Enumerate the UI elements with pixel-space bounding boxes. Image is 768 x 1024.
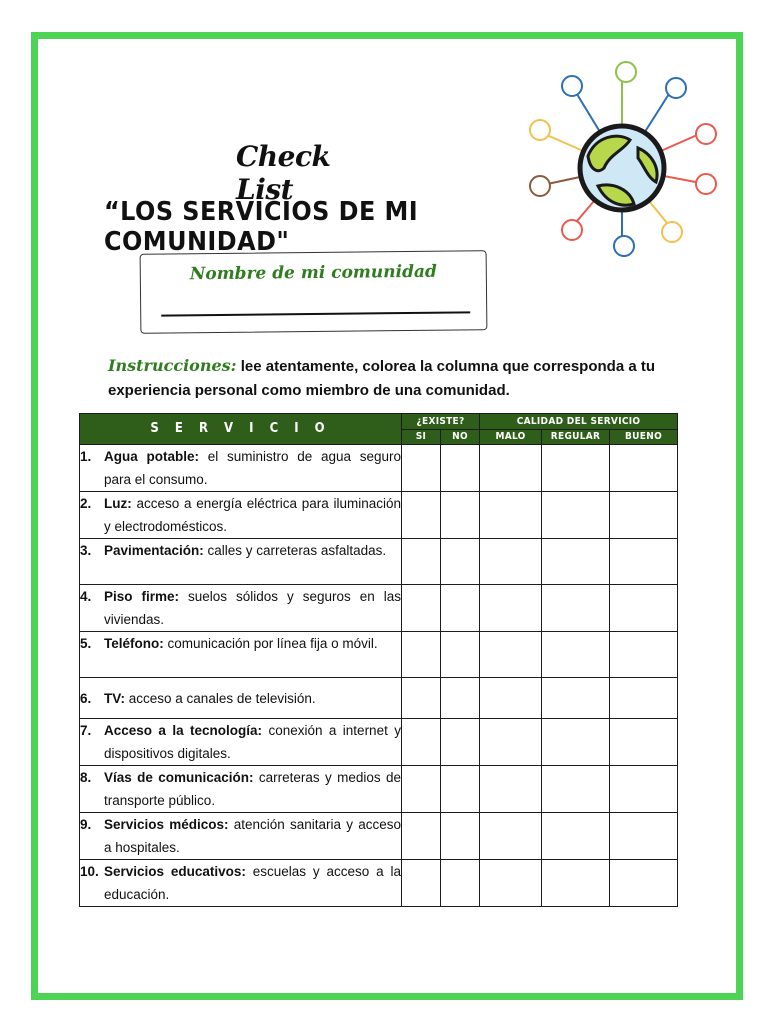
checkbox-cell-malo[interactable] (480, 813, 542, 860)
header-si: SI (402, 430, 441, 445)
service-number: 1. (80, 449, 92, 464)
service-cell (80, 678, 402, 719)
service-text (104, 632, 401, 655)
checkbox-cell-malo[interactable] (480, 719, 542, 766)
checkbox-cell-malo[interactable] (480, 492, 542, 539)
instructions (108, 354, 668, 403)
header-regular: REGULAR (542, 430, 610, 445)
service-cell (80, 766, 402, 813)
table-row (80, 445, 678, 492)
checkbox-cell-malo[interactable] (480, 539, 542, 585)
service-cell (80, 445, 402, 492)
service-cell (80, 860, 402, 907)
globe-with-people-icon (526, 58, 718, 264)
table-row (80, 719, 678, 766)
service-text (104, 719, 401, 765)
service-name: Piso firme: (104, 589, 179, 604)
table-row (80, 539, 678, 585)
service-number: 4. (80, 589, 92, 604)
checkbox-cell-bueno[interactable] (610, 813, 678, 860)
service-name: Servicios médicos: (104, 817, 229, 832)
checkbox-cell-si[interactable] (402, 632, 441, 678)
checkbox-cell-regular[interactable] (542, 678, 610, 719)
checkbox-cell-no[interactable] (441, 860, 480, 907)
service-number: 3. (80, 543, 92, 558)
table-row (80, 766, 678, 813)
checkbox-cell-si[interactable] (402, 585, 441, 632)
checkbox-cell-regular[interactable] (542, 539, 610, 585)
header-servicio: S E R V I C I O (80, 414, 402, 445)
checkbox-cell-no[interactable] (441, 719, 480, 766)
service-text (104, 445, 401, 491)
checkbox-cell-bueno[interactable] (610, 632, 678, 678)
checkbox-cell-bueno[interactable] (610, 445, 678, 492)
community-name-write-line[interactable] (161, 311, 470, 316)
table-row (80, 492, 678, 539)
service-text (104, 492, 401, 538)
service-name: Pavimentación: (104, 543, 204, 558)
checkbox-cell-no[interactable] (441, 632, 480, 678)
checkbox-cell-no[interactable] (441, 766, 480, 813)
service-text (104, 585, 401, 631)
checkbox-cell-bueno[interactable] (610, 719, 678, 766)
service-name: Servicios educativos: (104, 864, 246, 879)
checkbox-cell-no[interactable] (441, 445, 480, 492)
instructions-text: lee atentamente, colorea la columna que corresponda a tu experiencia personal como miembro de una comunidad. (108, 358, 656, 399)
checkbox-cell-bueno[interactable] (610, 860, 678, 907)
service-description: escuelas y acceso a la educación. (104, 864, 402, 902)
service-description: acceso a energía eléctrica para iluminación y electrodomésticos. (104, 496, 401, 534)
table-row (80, 585, 678, 632)
checkbox-cell-regular[interactable] (542, 719, 610, 766)
checkbox-cell-regular[interactable] (542, 860, 610, 907)
service-cell (80, 632, 402, 678)
table-row (80, 860, 678, 907)
service-text (104, 860, 401, 906)
service-description: acceso a canales de televisión. (125, 690, 316, 706)
service-cell (80, 539, 402, 585)
service-text (104, 813, 401, 859)
checkbox-cell-bueno[interactable] (610, 492, 678, 539)
service-description: calles y carreteras asfaltadas. (203, 543, 387, 558)
checkbox-cell-no[interactable] (441, 539, 480, 585)
service-cell (80, 585, 402, 632)
checkbox-cell-no[interactable] (441, 585, 480, 632)
checkbox-cell-si[interactable] (402, 766, 441, 813)
service-cell (80, 492, 402, 539)
checkbox-cell-malo[interactable] (480, 766, 542, 813)
service-name: Agua potable: (104, 449, 199, 464)
header-bueno: BUENO (610, 430, 678, 445)
checkbox-cell-bueno[interactable] (610, 766, 678, 813)
checkbox-cell-malo[interactable] (480, 860, 542, 907)
header-no: NO (441, 430, 480, 445)
service-name: TV: (104, 690, 126, 706)
table-row (80, 632, 678, 678)
community-name-label: Nombre de mi comunidad (189, 261, 437, 285)
checkbox-cell-si[interactable] (402, 539, 441, 585)
instructions-label: Instrucciones: (108, 356, 237, 375)
table-row (80, 813, 678, 860)
checkbox-cell-si[interactable] (402, 492, 441, 539)
service-name: Acceso a la tecnología: (104, 723, 263, 738)
service-description: atención sanitaria y acceso a hospitales. (104, 817, 401, 855)
checkbox-cell-malo[interactable] (480, 632, 542, 678)
checkbox-cell-bueno[interactable] (610, 539, 678, 585)
service-text (104, 687, 401, 710)
community-name-box (140, 250, 488, 334)
service-name: Teléfono: (104, 636, 164, 651)
checkbox-cell-no[interactable] (441, 492, 480, 539)
service-text (104, 766, 401, 812)
checkbox-cell-malo[interactable] (480, 585, 542, 632)
service-number: 2. (80, 496, 92, 511)
header-calidad: CALIDAD DEL SERVICIO (480, 414, 678, 430)
services-checklist-table (79, 413, 678, 907)
checkbox-cell-regular[interactable] (542, 813, 610, 860)
checkbox-cell-regular[interactable] (542, 585, 610, 632)
header-existe: ¿EXISTE? (402, 414, 480, 430)
service-number: 5. (80, 636, 92, 651)
checkbox-cell-si[interactable] (402, 719, 441, 766)
checkbox-cell-regular[interactable] (542, 766, 610, 813)
checkbox-cell-si[interactable] (402, 678, 441, 719)
service-number: 7. (80, 723, 92, 738)
checkbox-cell-si[interactable] (402, 445, 441, 492)
service-description: suelos sólidos y seguros en las viviendas. (104, 589, 401, 627)
checkbox-cell-bueno[interactable] (610, 585, 678, 632)
service-cell (80, 719, 402, 766)
checkbox-cell-malo[interactable] (480, 445, 542, 492)
service-description: conexión a internet y dispositivos digitales. (104, 723, 401, 761)
service-number: 10. (80, 864, 99, 879)
checkbox-cell-si[interactable] (402, 860, 441, 907)
checkbox-cell-no[interactable] (441, 813, 480, 860)
header-malo: MALO (480, 430, 542, 445)
service-description: el suministro de agua seguro para el consumo. (104, 449, 401, 487)
service-description: carreteras y medios de transporte público. (104, 770, 402, 808)
service-name: Luz: (104, 496, 132, 511)
service-number: 9. (80, 817, 92, 832)
checkbox-cell-malo[interactable] (480, 678, 542, 719)
checkbox-cell-no[interactable] (441, 678, 480, 719)
checkbox-cell-regular[interactable] (542, 632, 610, 678)
page-title: “LOS SERVICIOS DE MI COMUNIDAD" (104, 197, 419, 257)
service-name: Vías de comunicación: (104, 770, 254, 785)
checkbox-cell-si[interactable] (402, 813, 441, 860)
table-row (80, 678, 678, 719)
checkbox-cell-bueno[interactable] (610, 678, 678, 719)
service-number: 6. (80, 690, 92, 706)
service-number: 8. (80, 770, 92, 785)
checkbox-cell-regular[interactable] (542, 492, 610, 539)
service-description: comunicación por línea fija o móvil. (163, 636, 378, 651)
service-text (104, 539, 401, 562)
service-cell (80, 813, 402, 860)
checklist-script-title: Check List (236, 140, 331, 206)
checkbox-cell-regular[interactable] (542, 445, 610, 492)
